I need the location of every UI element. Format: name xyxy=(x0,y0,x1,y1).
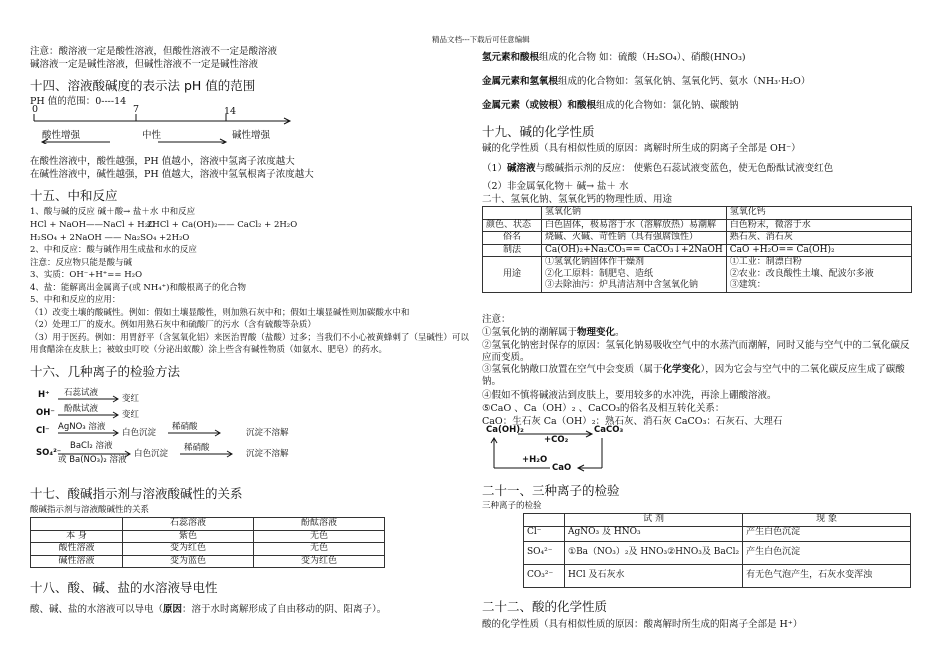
section-16-title: 十六、几种离子的检验方法 xyxy=(30,364,181,379)
table-row xyxy=(483,232,912,245)
ion-h-label: H⁺ xyxy=(38,390,50,400)
table-cell: 白色粉末，微溶于水 xyxy=(726,219,911,232)
table-cell xyxy=(524,514,565,527)
section-17-title: 十七、酸碱指示剂与溶液酸碱性的关系 xyxy=(30,486,243,501)
table-cell: AgNO₃ 及 HNO₃ xyxy=(565,526,743,541)
table-row xyxy=(524,564,911,587)
use-item: ③建筑： xyxy=(729,280,766,290)
text-fragment: 组成的化合物 如：硫酸（H₂SO₄）、硝酸(HNO₃) xyxy=(539,52,746,63)
ion-h-reagent: 石蕊试液 xyxy=(64,388,99,398)
ion-oh-reagent: 酚酞试液 xyxy=(64,404,99,414)
section-22-title: 二十二、酸的化学性质 xyxy=(482,599,608,614)
use-item: ②化工原料：制肥皂、造纸 xyxy=(545,268,654,279)
use-item: ③去除油污：炉具清洁剂中含氢氧化钠 xyxy=(545,280,699,290)
text-line: 用食醋涂在皮肤上；被蚊虫叮咬（分泌出蚁酸）涂上些含有碱性物质（如氨水、肥皂）的药水。 xyxy=(30,345,388,355)
ph-base-label: 碱性增强 xyxy=(232,130,271,141)
table-cell: 烧碱、火碱、苛性钠（具有强腐蚀性） xyxy=(542,232,727,245)
conductivity-text xyxy=(30,604,386,616)
note-item: ④假如不慎将碱液沾到皮肤上，要用较多的水冲洗，再涂上硼酸溶液。 xyxy=(482,390,777,401)
ion-h-result: 变红 xyxy=(122,394,140,404)
ph-note: 在酸性溶液中，酸性越强，PH 值越小，溶液中氢离子浓度越大 xyxy=(30,156,295,167)
table-cell: 产生白色沉淀 xyxy=(743,541,911,564)
note-line: 注意：酸溶液一定是酸性溶液，但酸性溶液不一定是酸溶液 xyxy=(30,46,278,57)
table-row xyxy=(483,244,912,257)
table-cell: Ca(OH)₂+Na₂CO₃== CaCO₃↓+2NaOH xyxy=(542,244,727,257)
table-cell: Cl⁻ xyxy=(524,526,565,541)
table-cell: 有无色气泡产生，石灰水变浑浊 xyxy=(743,564,911,587)
note-line: 碱溶液一定是碱性溶液，但碱性溶液不一定是碱性溶液 xyxy=(30,59,259,70)
cao-node: CaO xyxy=(552,463,572,473)
use-item: ①氢氧化钠固体作干燥剂 xyxy=(545,257,645,267)
table-header: 试 剂 xyxy=(565,514,743,527)
table-cell: 变为蓝色 xyxy=(123,555,254,568)
ion-so4-reagent: BaCl₂ 溶液 xyxy=(70,441,113,451)
table-cell xyxy=(726,257,911,293)
note-item: CaO：生石灰 Ca（OH）₂：熟石灰、消石灰 CaCO₃：石灰石、大理石 xyxy=(482,416,783,427)
ph-seven-label: 7 xyxy=(133,104,140,115)
caoh2-node: Ca(OH)₂ xyxy=(486,425,524,435)
ion-oh-result: 变红 xyxy=(122,410,140,420)
table-cell: 变为红色 xyxy=(254,555,385,568)
ph-fourteen-label: 14 xyxy=(224,106,237,117)
table-header: 氢氧化钠 xyxy=(542,207,727,220)
note-item: 应而变质。 xyxy=(482,352,530,363)
equation: 2HCl + Ca(OH)₂—— CaCl₂ + 2H₂O xyxy=(147,220,298,230)
h2o-label: +H₂O xyxy=(522,455,548,465)
table-cell: 产生白色沉淀 xyxy=(743,526,911,541)
hydroxide-table xyxy=(482,206,912,293)
co2-label: +CO₂ xyxy=(544,435,569,445)
ion-cl-label: Cl⁻ xyxy=(36,426,50,436)
indicator-table xyxy=(30,517,385,568)
compound-def xyxy=(482,76,810,88)
table-cell: ①Ba（NO₃）₂及 HNO₃②HNO₃及 BaCl₂ xyxy=(565,541,743,564)
ion-so4-reagent-alt: 或 Ba(NO₃)₂ 溶液 xyxy=(58,455,127,465)
text-fragment: ③氢氧化钠敞口放置在空气中会变质（属于 xyxy=(482,364,663,375)
ion-oh-label: OH⁻ xyxy=(36,408,55,418)
text-fragment: 。 xyxy=(615,327,625,338)
table-cell: 紫色 xyxy=(123,530,254,543)
table-row xyxy=(524,541,911,564)
note-item xyxy=(482,327,625,339)
table-row xyxy=(31,543,385,556)
equation: H₂SO₄ + 2NaOH —— Na₂SO₄ +2H₂O xyxy=(30,233,190,243)
use-item: ②农业：改良酸性土壤、配波尔多液 xyxy=(729,268,874,279)
text-fragment: ），因为它会与空气中的二氧化碳反应生成了碳酸 xyxy=(700,364,905,375)
table-cell: 变为红色 xyxy=(123,543,254,556)
table-caption: 三种离子的检验 xyxy=(482,501,542,511)
text-line: 4、盐：能解离出金属离子(或 NH₄⁺)和酸根离子的化合物 xyxy=(30,283,246,293)
text-line: （2）处理工厂的废水。例如用熟石灰中和硫酸厂的污水（含有硫酸等杂质） xyxy=(30,320,316,330)
table-cell: 无色 xyxy=(254,543,385,556)
ion-so4-result: 沉淀不溶解 xyxy=(246,449,289,459)
text-fragment: ①氢氧化钠的潮解属于 xyxy=(482,327,578,338)
use-item: ①工业：制漂白粉 xyxy=(729,257,802,267)
ph-range: PH 值的范围：0----14 xyxy=(30,96,127,107)
text-line: 5、中和和反应的应用： xyxy=(30,295,121,305)
table-cell: 本 身 xyxy=(31,530,123,543)
text-fragment: （1） xyxy=(482,163,508,174)
bold-term: 化学变化 xyxy=(662,364,701,375)
table-row xyxy=(483,207,912,220)
table-caption: 酸碱指示剂与溶液酸碱性的关系 xyxy=(30,505,150,515)
ph-zero-label: 0 xyxy=(32,104,39,115)
text-line: 2、中和反应：酸与碱作用生成盐和水的反应 xyxy=(30,245,197,255)
table-row xyxy=(31,530,385,543)
section-18-title: 十八、酸、碱、盐的水溶液导电性 xyxy=(30,580,218,595)
table-row xyxy=(524,526,911,541)
ion-so4-acid: 稀硝酸 xyxy=(184,443,210,453)
ph-acid-label: 酸性增强 xyxy=(42,130,81,141)
section-21-title: 二十一、三种离子的检验 xyxy=(482,483,620,498)
table-cell: SO₄²⁻ xyxy=(524,541,565,564)
table-header: 酚酞溶液 xyxy=(254,518,385,531)
page-header: 精品文档---下载后可任意编辑 xyxy=(432,35,530,44)
table-cell: 制法 xyxy=(483,244,542,257)
caco3-node: CaCO₃ xyxy=(594,425,624,435)
bold-term: 原因 xyxy=(163,604,183,615)
ion-so4-precipitate: 白色沉淀 xyxy=(134,449,169,459)
text-line: 注意：反应物只能是酸与碱 xyxy=(30,258,133,268)
table-cell: 碱性溶液 xyxy=(31,555,123,568)
notes-title: 注意： xyxy=(482,314,511,325)
table-row xyxy=(524,514,911,527)
bold-term: 金属元素和氢氧根 xyxy=(482,76,559,87)
table-cell: 熟石灰、消石灰 xyxy=(726,232,911,245)
text-fragment: ：溶于水时离解形成了自由移动的阴、阳离子）。 xyxy=(182,604,387,615)
note-item: ②氢氧化钠密封保存的原因：氢氧化钠易吸收空气中的水蒸汽而潮解，同时又能与空气中的二氧化碳反 xyxy=(482,340,910,351)
table-row xyxy=(483,257,912,293)
table-cell: 俗名 xyxy=(483,232,542,245)
table-cell: 无色 xyxy=(254,530,385,543)
ion-test-table xyxy=(523,513,911,588)
text-line xyxy=(482,163,833,175)
section-15-title: 十五、中和反应 xyxy=(30,188,118,203)
text-line: （3）用于医药。例如：用胃舒平（含氢氧化铝）来医治胃酸（盐酸）过多；当我们不小心被黄蜂刺了（呈碱性）可以 xyxy=(30,333,469,343)
section-19-title: 十九、碱的化学性质 xyxy=(482,124,595,139)
compound-def xyxy=(482,100,739,112)
table-cell: CaO +H₂O== Ca(OH)₂ xyxy=(726,244,911,257)
text-line: 碱的化学性质（具有相似性质的原因：离解时所生成的阴离子全部是 OH⁻） xyxy=(482,143,801,154)
ion-so4-label: SO₄²⁻ xyxy=(36,448,62,458)
table-cell xyxy=(483,207,542,220)
table-header: 氢氧化钙 xyxy=(726,207,911,220)
table-row xyxy=(483,219,912,232)
text-line: （1）改变土壤的酸碱性。例如：假如土壤显酸性，则加熟石灰中和；假如土壤显碱性则加碳酸水中和 xyxy=(30,308,410,318)
table-cell: 颜色、状态 xyxy=(483,219,542,232)
table-header: 现 象 xyxy=(743,514,911,527)
section-14-title: 十四、溶液酸碱度的表示法 pH 值的范围 xyxy=(30,78,256,93)
bold-term: 物理变化 xyxy=(577,327,616,338)
note-item: ⑤CaO 、Ca（OH）₂ 、CaCO₃的俗名及相互转化关系： xyxy=(482,403,725,414)
text-fragment: 组成的化合物如：氯化钠、碳酸钠 xyxy=(596,100,739,111)
table-cell: 白色固体，极易溶于水（溶解放热）易潮解 xyxy=(542,219,727,232)
compound-def xyxy=(482,52,746,64)
text-fragment: 组成的化合物如：氢氧化钠、氢氧化钙、氨水（NH₃·H₂O） xyxy=(558,76,811,87)
text-fragment: 酸、碱、盐的水溶液可以导电（ xyxy=(30,604,164,615)
text-line: 酸的化学性质（具有相似性质的原因：酸离解时所生成的阳离子全部是 H⁺） xyxy=(482,619,803,630)
text-fragment: 与酸碱指示剂的反应： 使紫色石蕊试液变蓝色，使无色酚酞试液变红色 xyxy=(535,163,834,174)
section-20-title: 二十、氢氧化钠、氢氧化钙的物理性质、用途 xyxy=(482,194,673,205)
ph-note: 在碱性溶液中，碱性越强，PH 值越大，溶液中氢氧根离子浓度越大 xyxy=(30,169,314,180)
table-row xyxy=(31,555,385,568)
table-cell xyxy=(31,518,123,531)
table-cell: 酸性溶液 xyxy=(31,543,123,556)
bold-term: 金属元素（或铵根）和酸根 xyxy=(482,100,597,111)
table-cell: CO₃²⁻ xyxy=(524,564,565,587)
text-line: 1、酸与碱的反应 碱＋酸→ 盐＋水 中和反应 xyxy=(30,207,196,217)
table-cell: 用途 xyxy=(483,257,542,293)
equation: HCl + NaOH——NaCl + H₂O xyxy=(30,220,156,230)
ion-cl-acid: 稀硝酸 xyxy=(172,422,198,432)
note-item xyxy=(482,364,905,376)
ion-cl-reagent: AgNO₃ 溶液 xyxy=(58,422,106,432)
table-cell xyxy=(542,257,727,293)
table-row xyxy=(31,518,385,531)
bold-term: 氢元素和酸根 xyxy=(482,52,540,63)
text-line: （2）非金属氧化物＋ 碱→ 盐＋ 水 xyxy=(482,181,629,192)
ion-cl-result: 沉淀不溶解 xyxy=(246,428,289,438)
table-cell: HCl 及石灰水 xyxy=(565,564,743,587)
bold-term: 碱溶液 xyxy=(507,163,536,174)
note-item: 钠。 xyxy=(482,376,502,387)
table-header: 石蕊溶液 xyxy=(123,518,254,531)
ph-neutral-label: 中性 xyxy=(142,130,162,141)
text-line: 3、实质：OH⁻+H⁺== H₂O xyxy=(30,270,143,280)
ion-cl-precipitate: 白色沉淀 xyxy=(122,428,157,438)
